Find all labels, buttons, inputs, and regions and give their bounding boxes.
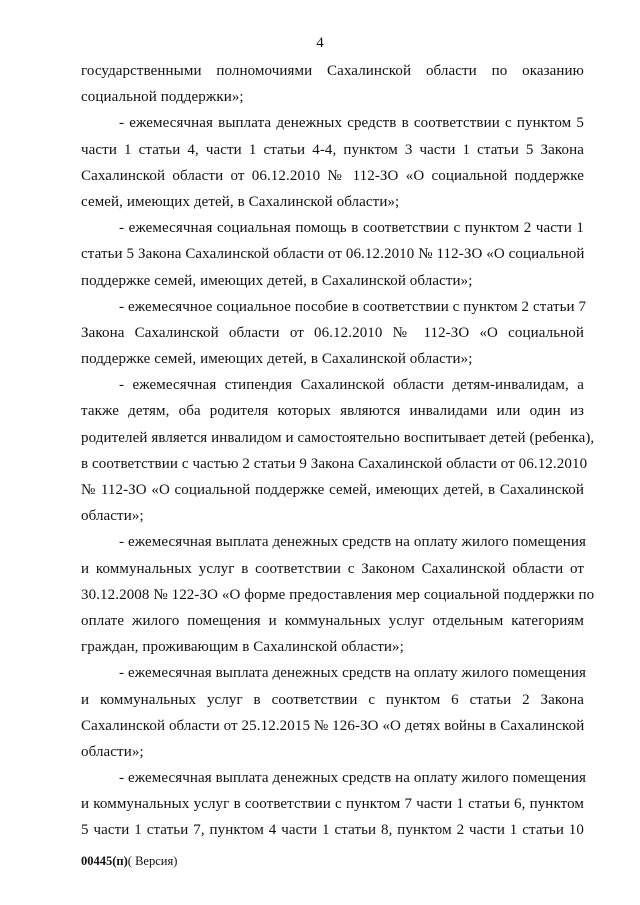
text-line: части 1 статьи 4, части 1 статьи 4-4, пунктом 3 части 1 статьи 5 Закона	[81, 141, 584, 158]
document-footer	[81, 853, 177, 869]
text-line: - ежемесячная выплата денежных средств на оплату жилого помещения	[119, 665, 587, 682]
document-version: ( Версия)	[127, 854, 178, 868]
text-line: поддержке семей, имеющих детей, в Сахалинской области»;	[81, 272, 473, 289]
text-line: статьи 5 Закона Сахалинской области от 06.12.2010 № 112-ЗО «О социальной	[81, 246, 585, 263]
text-line: родителей является инвалидом и самостоятельно воспитывает детей (ребенка),	[81, 429, 595, 446]
text-line: 5 части 1 статьи 7, пунктом 4 части 1 статьи 8, пунктом 2 части 1 статьи 10	[81, 822, 584, 839]
text-line: № 112-ЗО «О социальной поддержке семей, имеющих детей, в Сахалинской	[81, 482, 584, 498]
text-line: и коммунальных услуг в соответствии с Законом Сахалинской области от	[81, 560, 584, 577]
text-line: Закона Сахалинской области от 06.12.2010 № 112-ЗО «О социальной	[81, 324, 584, 341]
text-line: Сахалинской области от 25.12.2015 № 126-ЗО «О детях войны в Сахалинской	[81, 717, 585, 734]
text-line: области»;	[81, 743, 144, 760]
text-line: граждан, проживающим в Сахалинской области»;	[81, 639, 404, 656]
text-line: - ежемесячная социальная помощь в соответствии с пунктом 2 части 1	[119, 220, 584, 237]
text-line: Сахалинской области от 06.12.2010 № 112-ЗО «О социальной поддержке	[81, 167, 584, 184]
text-line: - ежемесячная выплата денежных средств в соответствии с пунктом 5	[119, 115, 584, 132]
text-line: в соответствии с частью 2 статьи 9 Закона Сахалинской области от 06.12.2010	[81, 455, 588, 472]
text-line: оплате жилого помещения и коммунальных услуг отдельным категориям	[81, 612, 584, 629]
text-line: - ежемесячная выплата денежных средств на оплату жилого помещения	[119, 770, 587, 787]
text-line: семей, имеющих детей, в Сахалинской области»;	[81, 193, 400, 210]
text-line: - ежемесячное социальное пособие в соответствии с пунктом 2 статьи 7	[119, 298, 587, 315]
text-line: и коммунальных услуг в соответствии с пунктом 6 статьи 2 Закона	[81, 691, 584, 708]
text-line: - ежемесячная выплата денежных средств на оплату жилого помещения	[119, 534, 587, 551]
text-line: области»;	[81, 508, 144, 525]
text-line: государственными полномочиями Сахалинской области по оказанию	[81, 63, 584, 79]
text-line: социальной поддержки»;	[81, 89, 244, 106]
text-line: - ежемесячная стипендия Сахалинской области детям-инвалидам, а	[119, 377, 584, 394]
text-line: и коммунальных услуг в соответствии с пунктом 7 части 1 статьи 6, пунктом	[81, 796, 584, 813]
page-number: 4	[316, 35, 324, 51]
document-code: 00445(п)	[81, 854, 128, 868]
text-line: также детям, оба родителя которых являются инвалидами или один из	[81, 403, 584, 420]
document-body	[81, 58, 595, 844]
text-line: поддержке семей, имеющих детей, в Сахалинской области»;	[81, 351, 473, 368]
text-line: 30.12.2008 № 122-ЗО «О форме предоставления мер социальной поддержки по	[81, 586, 595, 603]
